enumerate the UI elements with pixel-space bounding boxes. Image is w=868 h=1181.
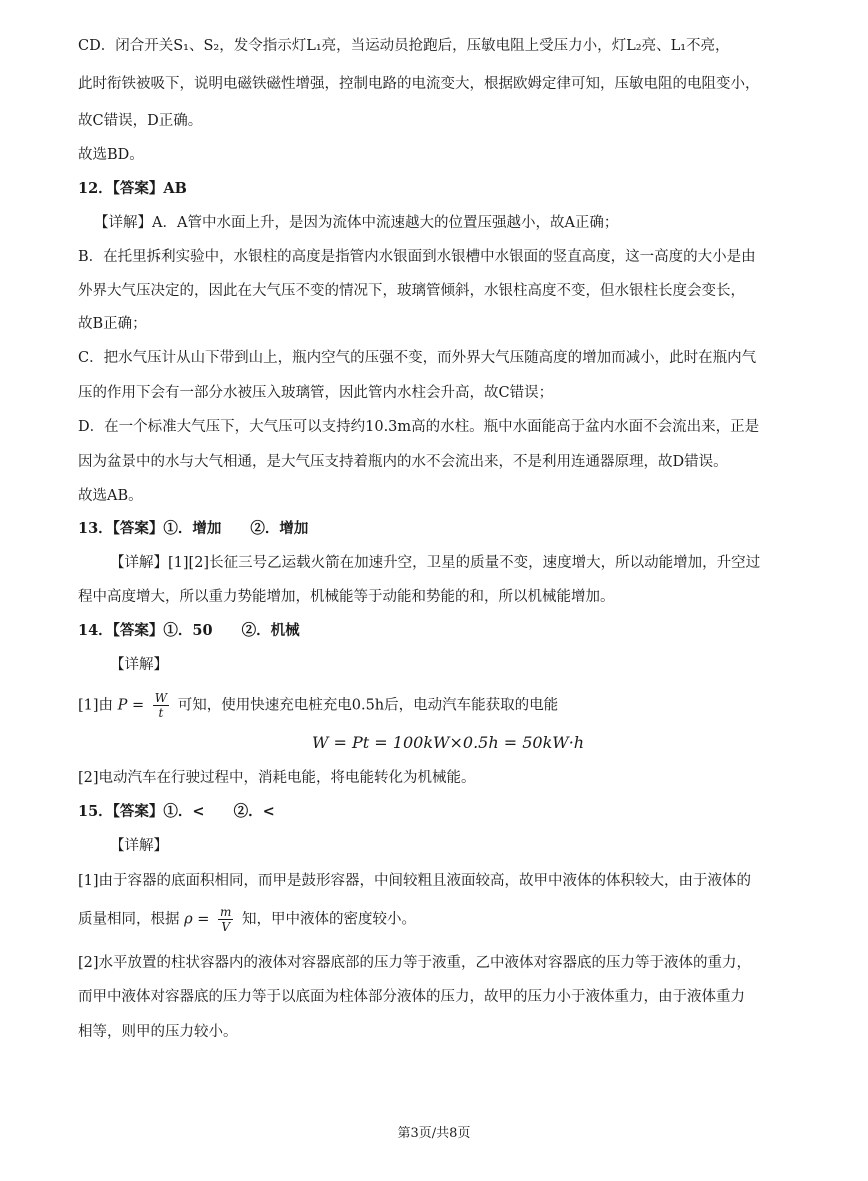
fraction-denominator: V xyxy=(221,920,231,934)
line-27: [2]水平放置的柱状容器内的液体对容器底部的压力等于液重，乙中液体对容器底的压力等于液体的重力， xyxy=(78,955,752,971)
line-3: 故C错误，D正确。 xyxy=(78,113,203,129)
formula-rest: 知，甲中液体的密度较小。 xyxy=(242,911,417,928)
formula-lhs: P xyxy=(117,697,128,714)
fraction-numerator: W xyxy=(154,691,168,705)
line-11: 压的作用下会有一部分水被压入玻璃管，因此管内水柱会升高，故C错误； xyxy=(78,385,554,401)
fraction xyxy=(218,905,233,934)
answer-13: 13．【答案】①．增加 ②．增加 xyxy=(78,520,309,537)
formula-rest: 可知，使用快速充电桩充电0.5h后，电动汽车能获取的电能 xyxy=(177,697,559,714)
formula-line-15 xyxy=(78,905,416,934)
line-13: 因为盆景中的水与大气相通，是大气压支持着瓶内的水不会流出来，不是利用连通器原理，故D错误。 xyxy=(78,454,728,470)
line-29: 相等，则甲的压力较小。 xyxy=(78,1024,238,1040)
formula-prefix: [1]由 xyxy=(78,697,114,714)
line-8: 外界大气压决定的，因此在大气压不变的情况下，玻璃管倾斜，水银柱高度不变，但水银柱长度会变长， xyxy=(78,283,745,299)
formula-prefix: 质量相同，根据 xyxy=(78,911,180,928)
line-10: C．把水气压计从山下带到山上，瓶内空气的压强不变，而外界大气压随高度的增加而减小，此时在瓶内气 xyxy=(78,350,757,366)
line-12: D．在一个标准大气压下，大气压可以支持约10.3m高的水柱。瓶中水面能高于盆内水面不会流出来，正是 xyxy=(78,419,760,435)
line-19: 【详解】 xyxy=(110,657,168,673)
line-7: B．在托里拆利实验中，水银柱的高度是指管内水银面到水银槽中水银面的竖直高度，这一高度的大小是由 xyxy=(78,249,756,265)
formula-lhs: ρ xyxy=(184,911,193,928)
line-25: [1]由于容器的底面积相同，而甲是鼓形容器，中间较粗且液面较高，故甲中液体的体积较大，由于液体的 xyxy=(78,873,752,889)
line-14: 故选AB。 xyxy=(78,488,143,504)
answer-14: 14．【答案】①．50 ②．机械 xyxy=(78,622,300,639)
formula-eq: = xyxy=(197,911,210,928)
line-24: 【详解】 xyxy=(110,838,168,854)
line-28: 而甲中液体对容器底的压力等于以底面为柱体部分液体的压力，故甲的压力小于液体重力，由于液体重力 xyxy=(78,989,745,1005)
line-16: 【详解】[1][2]长征三号乙运载火箭在加速升空，卫星的质量不变，速度增大，所以动能增加，升空过 xyxy=(110,555,761,571)
line-2: 此时衔铁被吸下，说明电磁铁磁性增强，控制电路的电流变大，根据欧姆定律可知，压敏电阻的电阻变小， xyxy=(78,76,760,92)
line-4: 故选BD。 xyxy=(78,147,144,163)
line-1: CD．闭合开关S₁、S₂，发令指示灯L₁亮，当运动员抢跑后，压敏电阻上受压力小，灯L₂亮、L₁不亮， xyxy=(78,38,730,54)
line-9: 故B正确； xyxy=(78,316,147,332)
formula-line-14 xyxy=(78,691,558,720)
line-17: 程中高度增大，所以重力势能增加，机械能等于动能和势能的和，所以机械能增加。 xyxy=(78,589,615,605)
answer-15: 15．【答案】①．< ②．< xyxy=(78,803,275,820)
formula-eq: = xyxy=(132,697,145,714)
page-footer: 第3页/共8页 xyxy=(397,1126,471,1141)
answer-12: 12．【答案】AB xyxy=(78,180,187,197)
fraction xyxy=(153,691,169,720)
fraction-denominator: t xyxy=(158,706,164,720)
line-22: [2]电动汽车在行驶过程中，消耗电能，将电能转化为机械能。 xyxy=(78,770,476,786)
line-6: 【详解】A．A管中水面上升，是因为流体中流速越大的位置压强越小，故A正确； xyxy=(94,215,619,231)
energy-formula: W = Pt = 100kW×0.5h = 50kW·h xyxy=(312,733,585,752)
fraction-numerator: m xyxy=(220,905,232,919)
